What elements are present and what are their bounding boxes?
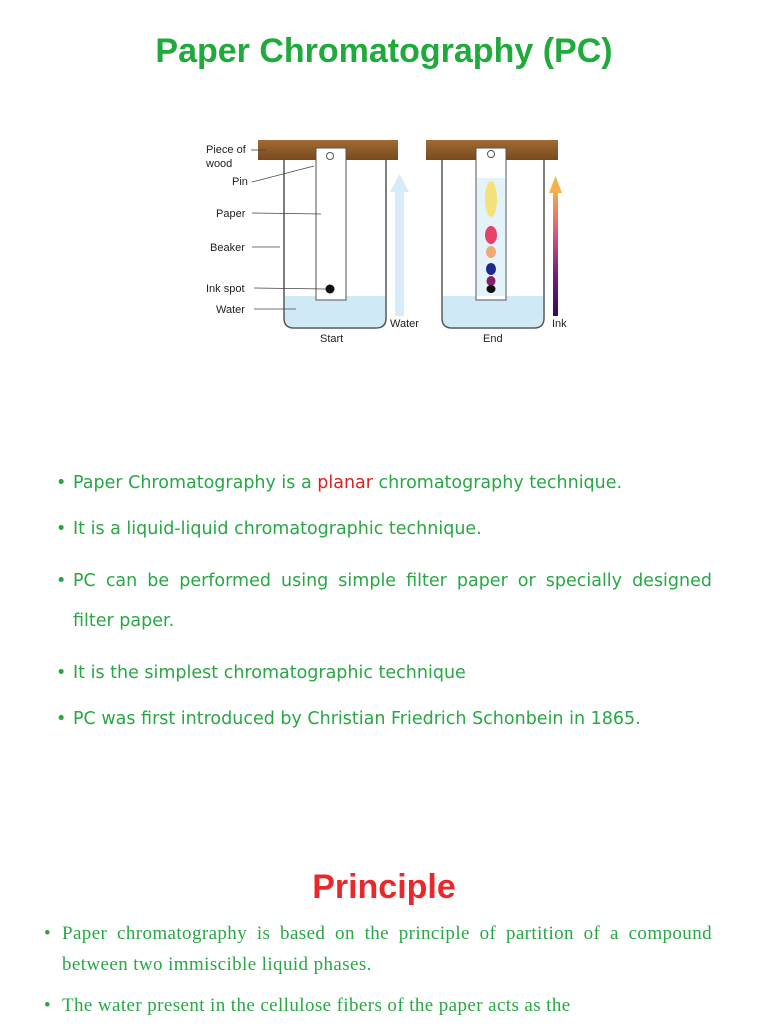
bullet-icon: • (56, 519, 67, 540)
water-arrow-icon (390, 174, 409, 316)
list-item: • It is the simplest chromatographic technique (56, 660, 712, 687)
start-beaker (258, 140, 398, 328)
water-fill-end (443, 296, 543, 327)
red-band (485, 226, 497, 244)
intro-bullet-list (56, 470, 712, 752)
principle-bullet-list (44, 918, 712, 1030)
chromatography-diagram (196, 128, 576, 350)
label-ink-spot: Ink spot (206, 283, 245, 295)
label-paper: Paper (216, 208, 246, 220)
label-wood: wood (206, 158, 233, 170)
black-band (487, 285, 496, 293)
label-start: Start (320, 333, 344, 345)
label-piece-of: Piece of (206, 144, 246, 156)
list-item: • PC was first introduced by Christian Friedrich Schonbein in 1865. (56, 706, 712, 733)
highlighted-term: planar (317, 473, 373, 493)
yellow-band (485, 181, 497, 217)
list-item: • Paper Chromatography is a planar chromatography technique. (56, 470, 712, 497)
orange-band (486, 246, 496, 258)
label-pin: Pin (232, 176, 248, 188)
list-item: • The water present in the cellulose fibers of the paper acts as the (44, 990, 712, 1021)
paper-strip-start (316, 148, 346, 300)
purple-band (487, 276, 496, 286)
ink-arrow-icon (549, 176, 562, 316)
bullet-icon: • (44, 994, 52, 1016)
bullet-icon: • (56, 663, 67, 683)
label-beaker: Beaker (210, 242, 245, 254)
water-fill-start (285, 296, 385, 327)
bullet-icon: • (56, 473, 67, 493)
label-ink: Ink (552, 318, 567, 330)
label-end: End (483, 333, 503, 345)
bullet-icon: • (56, 709, 67, 730)
list-item: • PC can be performed using simple filter paper or specially designed filter paper. (56, 562, 712, 641)
bullet-icon: • (44, 923, 52, 944)
page-title: Paper Chromatography (PC) (155, 32, 613, 70)
ink-spot-icon (326, 285, 335, 294)
list-item: • It is a liquid-liquid chromatographic technique. (56, 516, 712, 543)
label-water: Water (216, 304, 245, 316)
end-beaker (426, 140, 558, 328)
label-water-arrow: Water (390, 318, 419, 330)
blue-band (486, 263, 496, 275)
bullet-icon: • (56, 571, 67, 592)
principle-heading: Principle (312, 868, 456, 906)
list-item: • Paper chromatography is based on the principle of partition of a compound between two immiscible liquid phases. (44, 918, 712, 981)
